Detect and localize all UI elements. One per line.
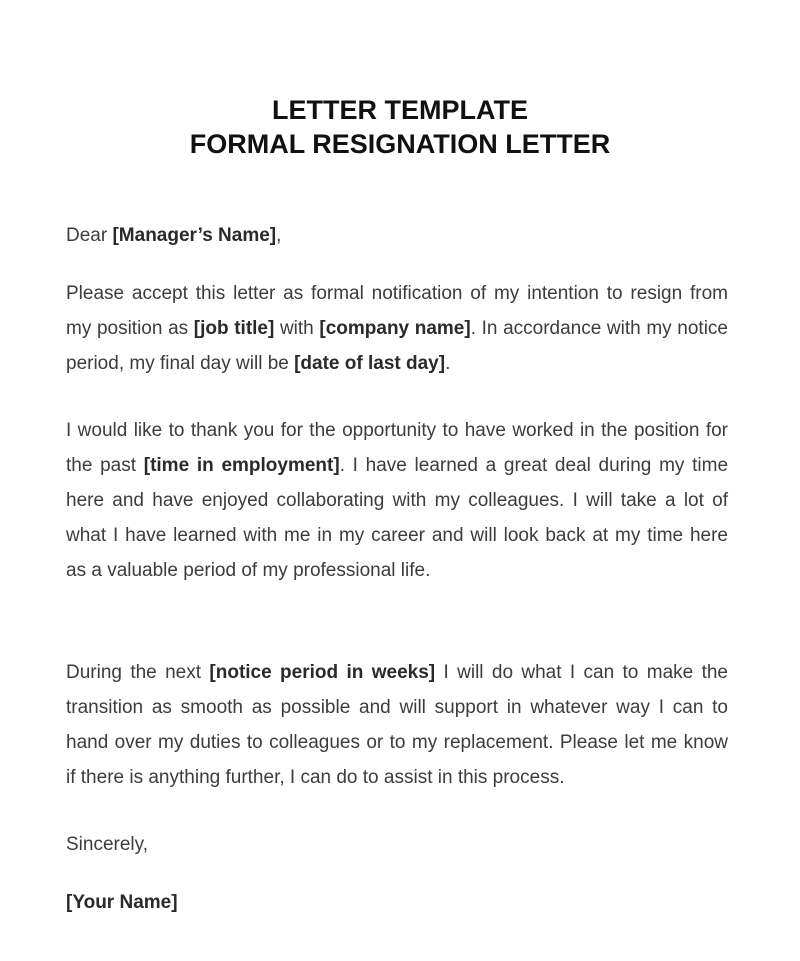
employment-time-placeholder: [time in employment] — [143, 455, 340, 476]
title-line-template: LETTER TEMPLATE — [272, 95, 528, 125]
paragraph-text: . I have learned a great deal during my time here and have enjoyed collaborating with my colleagues. I will take a lot of what I have learned with me in my career and will look back at my time here as a valuable period of my professional life. — [66, 455, 729, 581]
paragraph-text: I would like to thank you for the opportunity to have worked in the position for the past — [66, 420, 728, 476]
salutation-suffix: , — [276, 225, 282, 246]
paragraph-text: . In accordance with my notice period, my final day will be — [66, 318, 728, 374]
signature-placeholder: [Your Name] — [66, 892, 178, 913]
paragraph-text: Please accept this letter as formal notification of my intention to resign from my position as — [66, 283, 728, 339]
job-title-placeholder: [job title] — [193, 318, 275, 339]
letter-title — [0, 93, 800, 161]
paragraph-gratitude — [66, 413, 728, 588]
salutation — [66, 218, 728, 253]
company-name-placeholder: [company name] — [319, 318, 471, 339]
salutation-prefix: Dear — [66, 225, 113, 246]
paragraph-transition — [66, 655, 728, 795]
paragraph-text: with — [274, 318, 320, 339]
paragraph-text: During the next — [66, 662, 210, 683]
paragraph-text: . — [445, 353, 451, 374]
paragraph-notification — [66, 276, 728, 381]
manager-name-placeholder: [Manager’s Name] — [112, 225, 277, 246]
closing: Sincerely, — [66, 834, 149, 855]
title-line-resignation: FORMAL RESIGNATION LETTER — [189, 129, 611, 159]
last-day-placeholder: [date of last day] — [294, 353, 446, 374]
paragraph-text: I will do what I can to make the transition as smooth as possible and will support in whatever way I can to hand over my duties to colleagues or to my replacement. Please let me know if there is anything further, I can do to assist in this process. — [66, 662, 728, 788]
notice-period-placeholder: [notice period in weeks] — [209, 662, 436, 683]
